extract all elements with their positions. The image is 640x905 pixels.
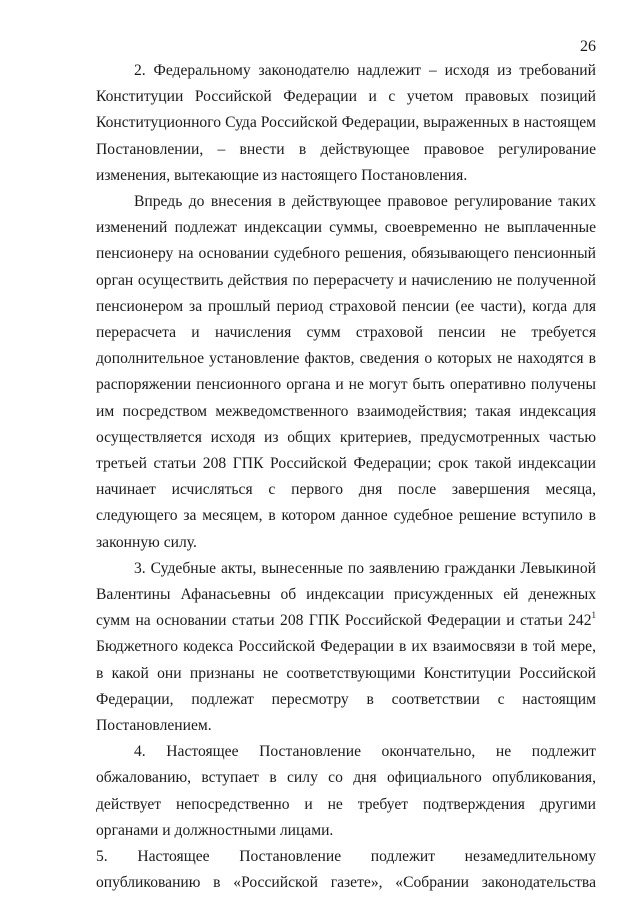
document-body	[96, 58, 596, 897]
paragraph-court-acts-text-after: Бюджетного кодекса Российской Федерации в их взаимосвязи в той мере, в какой они признаны не соответствующими Конституции Российской Федерации, подлежат пересмотру в соответствии с настоящим Постановлением.	[96, 638, 596, 735]
paragraph-publication: 5. Настоящее Постановление подлежит незамедлительному опубликованию в «Российской газете», «Собрании законодательства	[96, 848, 596, 892]
paragraph-final-decision: 4. Настоящее Постановление окончательно, не подлежит обжалованию, вступает в силу со дня официального опубликования, действует непосредственно и не требует подтверждения другими органами и должностными лицами.	[96, 743, 596, 839]
page-number: 26	[580, 38, 596, 55]
paragraph-court-acts-review	[96, 556, 596, 739]
paragraph-court-acts-text-before: 3. Судебные акты, вынесенные по заявлению гражданки Левыкиной Валентины Афанасьевны об индексации присужденных ей денежных сумм на основании статьи 208 ГПК Российской Федерации и статьи 242	[96, 559, 596, 630]
paragraph-federal-legislator: 2. Федеральному законодателю надлежит – исходя из требований Конституции Российской Федерации и с учетом правовых позиций Конституционного Суда Российской Федерации, выраженных в настоящем Постановлении, – внести в действующее правовое регулирование изменения, вытекающие из настоящего Постановления.	[96, 62, 596, 184]
paragraph-indexation-rule: Впредь до внесения в действующее правовое регулирование таких изменений подлежат индексации суммы, своевременно не выплаченные пенсионеру на основании судебного решения, обязывающего пенсионный орган осуществить действия по перерасчету и начислению не полученной пенсионером за прошлый период страховой пенсии (ее части), когда для перерасчета и начисления сумм страховой пенсии не требуется дополнительное установление фактов, сведения о которых не находятся в распоряжении пенсионного органа и не могут быть оперативно получены им посредством межведомственного взаимодействия; такая индексация осуществляется исходя из общих критериев, предусмотренных частью третьей статьи 208 ГПК Российской Федерации; срок такой индексации начинает исчисляться с первого дня после завершения месяца, следующего за месяцем, в котором данное судебное решение вступило в законную силу.	[96, 193, 596, 551]
footnote-superscript: 1	[591, 610, 596, 621]
